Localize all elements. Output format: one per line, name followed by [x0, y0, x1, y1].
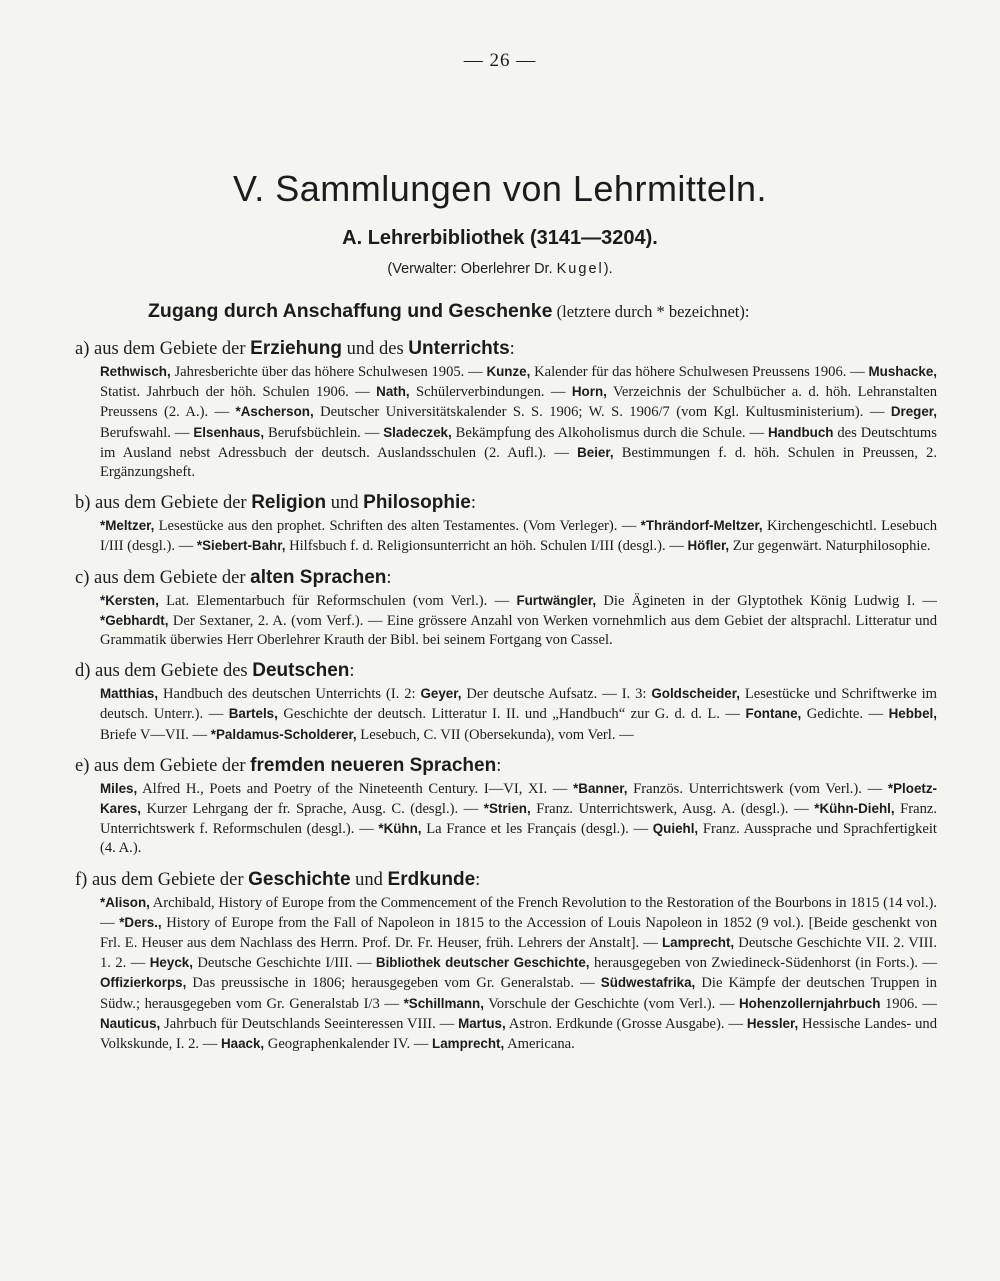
entry-text: Vorschule der Geschichte (vom Verl.). — — [483, 995, 740, 1012]
entry-text: des Deutschtums im Ausland nebst Adressbuch der deutsch. Auslandsschulen (2. Aufl.). — — [100, 424, 937, 461]
entry-author: Handbuch — [768, 424, 834, 440]
entry-text: Berufsbüchlein. — — [264, 424, 384, 441]
entry-author: *Kühn, — [378, 821, 422, 837]
entry-text: Alfred H., Poets and Poetry of the Nineteenth Century. I—VI, XI. — — [137, 780, 574, 797]
entry-text: : — [349, 661, 355, 682]
entry-author: *Siebert-Bahr, — [196, 538, 286, 554]
entry-author: Lamprecht, — [432, 1036, 505, 1052]
entry-text: Briefe V—VII. — — [100, 726, 211, 743]
entry-author: Rethwisch, — [100, 364, 171, 379]
entry-author: *Kühn-Diehl, — [814, 801, 895, 817]
entry-author: alten Sprachen — [250, 566, 387, 588]
entry-text: Schülerverbindungen. — — [409, 384, 572, 401]
entry-text: Americana. — [504, 1036, 575, 1053]
entry-text: Hilfsbuch f. d. Religionsunterricht an höh. Schulen I/III (desgl.). — — [285, 538, 688, 555]
entry-author: Unterrichts — [408, 338, 510, 359]
entry-text: Die Ägineten in der Glyptothek König Ludwig I. — — [596, 592, 937, 609]
section-body — [100, 516, 937, 556]
section-heading — [75, 336, 937, 362]
section-body — [100, 779, 937, 859]
entry-author: Fontane, — [745, 706, 802, 722]
entry-author: Erziehung — [250, 338, 342, 359]
entry-text: d) aus dem Gebiete des — [75, 661, 253, 682]
entry-text: : — [496, 755, 502, 776]
entry-text: Deutsche Geschichte I/III. — — [192, 955, 376, 972]
section-heading — [75, 753, 937, 779]
entry-text: : — [475, 869, 481, 890]
entry-author: *Ploetz-Kares, — [100, 780, 938, 817]
entry-text: Archibald, History of Europe from the Commencement of the French Revolution to the Restoration of the Bourbons in 1815 (14 vol.). — — [100, 894, 937, 931]
entry-author: *Thrändorf-Meltzer, — [640, 518, 763, 534]
entry-author: Erdkunde — [387, 868, 476, 890]
entry-author: fremden neueren Sprachen — [250, 754, 497, 776]
entry-text: Gedichte. — — [801, 706, 889, 723]
page-number: — 26 — — [463, 50, 537, 71]
entry-text: Lesestücke und Schriftwerke im deutsch. Unterr.). — — [100, 686, 938, 723]
entry-author: Martus, — [458, 1015, 506, 1031]
entry-author: Hebbel, — [888, 706, 937, 722]
entry-text: Kurzer Lehrgang der fr. Sprache, Ausg. C. (desgl.). — — [140, 801, 484, 818]
administrator-name: Kugel — [556, 261, 604, 277]
entry-text: Jahresberichte über das höhere Schulwesen 1905. — — [170, 364, 487, 380]
entry-author: Nath, — [376, 384, 410, 400]
entry-text: e) aus dem Gebiete der — [75, 755, 251, 776]
entry-author: *Schillmann, — [403, 995, 484, 1011]
entry-author: Goldscheider, — [651, 686, 740, 702]
entry-text: und — [326, 493, 364, 514]
entry-author: *Banner, — [573, 780, 628, 796]
entry-text: Bestimmungen f. d. höh. Schulen in Preussen, 2. Ergänzungsheft. — [100, 444, 937, 481]
entry-text: Lesestücke aus den prophet. Schriften des alten Testamentes. (Vom Verleger). — — [154, 518, 641, 535]
section-heading — [75, 867, 937, 893]
entry-author: Horn, — [571, 384, 607, 400]
entry-text: Astron. Erdkunde (Grosse Ausgabe). — — [505, 1015, 747, 1032]
entry-text: herausgegeben von Zwiedineck-Südenhorst (in Forts.). — — [589, 955, 938, 972]
administrator-suffix: ). — [603, 261, 613, 277]
entry-author: Hessler, — [746, 1015, 799, 1031]
section-body — [100, 591, 937, 651]
entry-text: und — [350, 869, 388, 890]
entry-text: La France et les Français (desgl.). — — [421, 821, 653, 838]
entry-text: f) aus dem Gebiete der — [75, 869, 249, 890]
administrator-line — [0, 261, 1000, 277]
entry-text: : — [386, 567, 392, 588]
entry-text: b) aus dem Gebiete der — [75, 493, 252, 514]
section-subtitle: A. Lehrerbibliothek (3141—3204). — [342, 227, 658, 249]
entry-text: Verzeichnis der Schulbücher a. d. höh. Lehranstalten Preussens (2. A.). — — [100, 384, 937, 421]
acquisition-heading — [148, 300, 908, 323]
entry-text: Das preussische in 1806; herausgegeben vom Gr. Generalstab. — — [186, 975, 601, 992]
entry-text: Der Sextaner, 2. A. (vom Verf.). — Eine grössere Anzahl von Werken vornehmlich aus dem Gebiet der altsprachl. Litteratur und Grammatik überwies Herr Oberlehrer Krauth der Bibl. bei seinem Fortgang von Cassel. — [100, 612, 937, 649]
entry-author: Lamprecht, — [661, 935, 735, 951]
entry-author: Hohenzollernjahrbuch — [739, 995, 881, 1011]
entry-author: Geschichte — [248, 868, 351, 890]
entry-text: Kalender für das höhere Schulwesen Preussens 1906. — — [530, 364, 869, 380]
entry-author: Elsenhaus, — [193, 424, 265, 440]
section-body — [100, 684, 937, 745]
entry-text: Bekämpfung des Alkoholismus durch die Schule. — — [451, 424, 768, 441]
entry-text: Die Kämpfe der deutschen Truppen in Südw.; herausgegeben vom Gr. Generalstab I/3 — — [100, 975, 937, 1012]
section-body — [100, 893, 937, 1055]
entry-author: *Strien, — [483, 801, 531, 817]
entry-author: Südwestafrika, — [600, 975, 696, 991]
entry-text: 1906. — — [880, 995, 937, 1012]
entry-author: *Meltzer, — [100, 518, 155, 534]
chapter-title: V. Sammlungen von Lehrmitteln. — [233, 168, 767, 209]
entry-author: Offizierkorps, — [100, 975, 187, 991]
section-heading — [75, 565, 937, 591]
acquisition-heading-bold: Zugang durch Anschaffung und Geschenke — [148, 300, 553, 322]
entry-author: Philosophie — [363, 492, 471, 514]
entry-text: Lesebuch, C. VII (Obersekunda), vom Verl. — — [356, 726, 634, 743]
entry-author: Miles, — [100, 780, 138, 796]
entry-author: Religion — [251, 492, 327, 514]
entry-author: Höfler, — [687, 538, 730, 554]
entry-text: und des — [342, 339, 409, 359]
section-heading — [75, 490, 937, 516]
entry-text: Hessische Landes- und Volkskunde, I. 2. — — [100, 1015, 937, 1053]
entry-author: Furtwängler, — [516, 592, 597, 608]
entry-author: Geyer, — [420, 686, 462, 702]
entry-text: Franz. Aussprache und Sprachfertigkeit (4. A.). — [100, 821, 937, 857]
entry-author: *Alison, — [100, 894, 150, 910]
entry-text: a) aus dem Gebiete der — [75, 339, 251, 359]
entry-author: *Paldamus-Scholderer, — [210, 726, 357, 742]
entry-author: Heyck, — [149, 955, 193, 971]
entry-author: Beier, — [577, 444, 614, 460]
entry-author: Nauticus, — [100, 1015, 161, 1031]
entry-author: *Ders., — [119, 914, 162, 930]
entry-text: Jahrbuch für Deutschlands Seeinteressen VIII. — — [160, 1015, 459, 1032]
sections-container — [75, 336, 937, 1062]
entry-author: Bibliothek deutscher Geschichte, — [375, 955, 590, 971]
entry-text: History of Europe from the Fall of Napoleon in 1815 to the Accession of Louis Napoleon in 1852 (9 vol.). [Beide geschenkt von Frl. E. Heuser aus dem Nachlass des Herrn. Prof. Dr. Fr. Heuser, früh. Lehrers der Anstalt]. — — [100, 914, 937, 952]
entry-author: *Gebhardt, — [100, 612, 169, 628]
entry-text: Der deutsche Aufsatz. — I. 3: — [461, 686, 652, 703]
entry-text: Deutscher Universitätskalender S. S. 1906; W. S. 1906/7 (vom Kgl. Kultusministerium). — — [313, 404, 891, 421]
entry-text: Berufswahl. — — [100, 424, 194, 441]
entry-text: Handbuch des deutschen Unterrichts (I. 2: — [158, 686, 421, 703]
entry-author: Deutschen — [252, 660, 350, 682]
entry-author: Haack, — [220, 1036, 265, 1052]
entry-text: Statist. Jahrbuch der höh. Schulen 1906. — — [100, 384, 377, 401]
entry-author: Quiehl, — [652, 821, 699, 837]
acquisition-heading-note: (letztere durch * bezeichnet): — [552, 302, 750, 321]
entry-text: : — [470, 493, 476, 514]
entry-text: Geschichte der deutsch. Litteratur I. II. und „Handbuch“ zur G. d. d. L. — — [277, 706, 746, 723]
entry-text: Geographenkalender IV. — — [264, 1036, 433, 1053]
entry-text: c) aus dem Gebiete der — [75, 567, 251, 588]
section-body — [100, 362, 937, 482]
entry-author: Bartels, — [228, 706, 278, 722]
section-heading — [75, 658, 937, 684]
entry-author: Kunze, — [486, 364, 531, 379]
entry-text: Kirchengeschichtl. Lesebuch I/III (desgl.). — — [100, 518, 937, 555]
entry-author: *Ascherson, — [235, 404, 314, 420]
entry-text: Französ. Unterrichtswerk (vom Verl.). — — [627, 780, 888, 797]
entry-text: Lat. Elementarbuch für Reformschulen (vom Verl.). — — [158, 592, 517, 609]
entry-text: : — [509, 339, 515, 359]
entry-text: Zur gegenwärt. Naturphilosophie. — [729, 538, 931, 555]
entry-author: Matthias, — [100, 686, 159, 702]
entry-author: *Kersten, — [100, 592, 159, 608]
entry-author: Sladeczek, — [383, 424, 452, 440]
entry-author: Mushacke, — [868, 364, 937, 379]
entry-text: Franz. Unterrichtswerk, Ausg. A. (desgl.). — — [530, 801, 815, 818]
entry-author: Dreger, — [890, 404, 937, 420]
entry-text: Franz. Unterrichtswerk f. Reformschulen (desgl.). — — [100, 801, 937, 838]
entry-text: Deutsche Geschichte VII. 2. VIII. 1. 2. — — [100, 935, 938, 972]
administrator-prefix: (Verwalter: Oberlehrer Dr. — [387, 261, 557, 277]
